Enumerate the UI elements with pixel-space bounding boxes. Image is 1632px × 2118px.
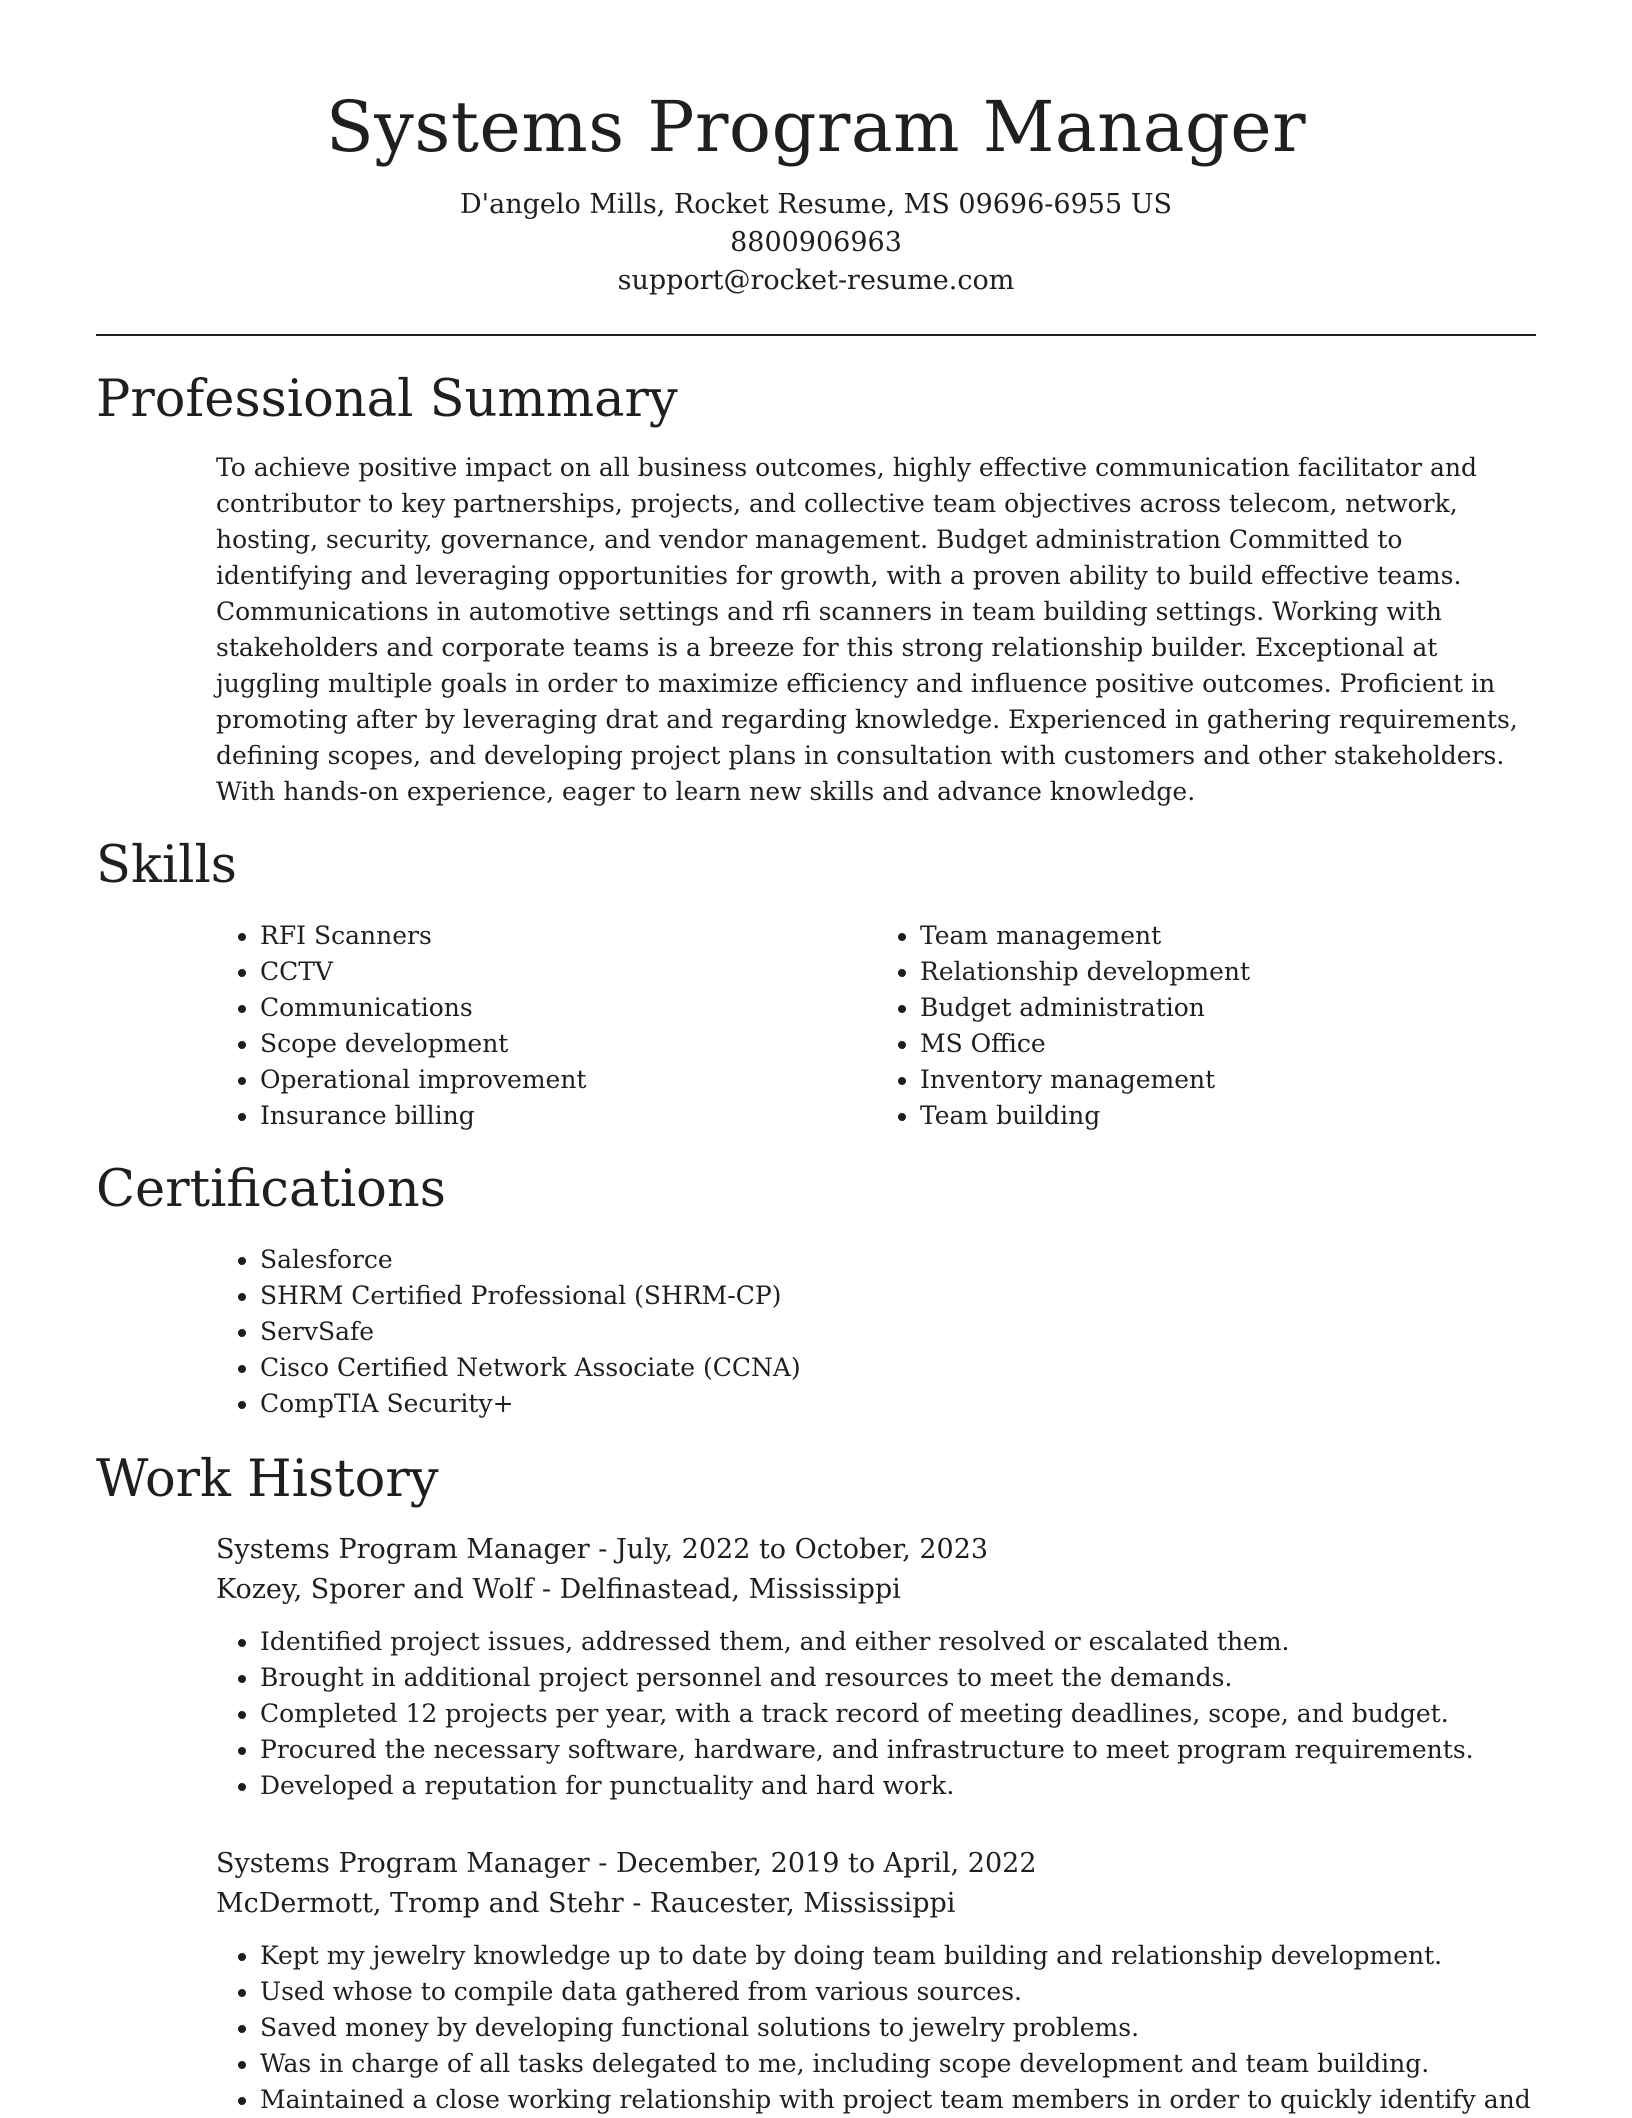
candidate-name: Systems Program Manager bbox=[325, 86, 1307, 168]
contact-email: support@rocket-resume.com bbox=[617, 265, 1015, 296]
skills-list-right bbox=[876, 918, 1536, 1134]
work-history-section bbox=[96, 1448, 1536, 2118]
certification-item: • Cisco Certified Network Associate (CCNA) bbox=[260, 1350, 1536, 1386]
skill-item: • RFI Scanners bbox=[260, 918, 876, 954]
job-location: - Delfinastead, Mississippi bbox=[533, 1574, 901, 1605]
skills-columns bbox=[216, 918, 1536, 1134]
skill-item: • Operational improvement bbox=[260, 1062, 876, 1098]
job-bullet: • Completed 12 projects per year, with a track record of meeting deadlines, scope, and budget. bbox=[260, 1696, 1536, 1732]
job-role-line bbox=[216, 1530, 1536, 1570]
job-bullet: • Maintained a close working relationship with project team members in order to quickly identify and bbox=[260, 2082, 1536, 2118]
skills-title: Skills bbox=[96, 836, 237, 895]
job-company: Kozey, Sporer and Wolf bbox=[216, 1574, 534, 1605]
job-bullet: • Saved money by developing functional solutions to jewelry problems. bbox=[260, 2010, 1536, 2046]
certifications-title: Certifications bbox=[96, 1160, 446, 1219]
job-dates: - July, 2022 to October, 2023 bbox=[589, 1534, 989, 1565]
job-bullet: • Procured the necessary software, hardware, and infrastructure to meet program requirements. bbox=[260, 1732, 1536, 1768]
skill-item: • Team management bbox=[920, 918, 1536, 954]
summary-section bbox=[96, 368, 1536, 810]
skills-list-left bbox=[216, 918, 876, 1134]
job-bullet: • Kept my jewelry knowledge up to date by doing team building and relationship development. bbox=[260, 1938, 1536, 1974]
skill-item: • Team building bbox=[920, 1098, 1536, 1134]
job-role: Systems Program Manager bbox=[216, 1534, 590, 1565]
job-location: - Raucester, Mississippi bbox=[623, 1888, 956, 1919]
job-role-line bbox=[216, 1844, 1536, 1884]
job-entry bbox=[216, 1530, 1536, 1804]
work-history-title: Work History bbox=[96, 1450, 439, 1509]
resume-page bbox=[96, 0, 1536, 2118]
skill-item: • MS Office bbox=[920, 1026, 1536, 1062]
skills-section bbox=[96, 834, 1536, 1134]
certifications-section bbox=[96, 1158, 1536, 1422]
skill-item: • CCTV bbox=[260, 954, 876, 990]
contact-phone: 8800906963 bbox=[730, 227, 902, 258]
job-company-line bbox=[216, 1884, 1536, 1924]
job-entry bbox=[216, 1844, 1536, 2118]
skill-item: • Relationship development bbox=[920, 954, 1536, 990]
summary-text: To achieve positive impact on all business outcomes, highly effective communication facilitator and contributor to key partnerships, projects, and collective team objectives across telecom, network, hosting, security, governance, and vendor management. Budget administration Committed to identifying and leveraging opportunities for growth, with a proven ability to build effective teams. Communications in automotive settings and rfi scanners in team building settings. Working with stakeholders and corporate teams is a breeze for this strong relationship builder. Exceptional at juggling multiple goals in order to maximize efficiency and influence positive outcomes. Proficient in promoting after by leveraging drat and regarding knowledge. Experienced in gathering requirements, defining scopes, and developing project plans in consultation with customers and other stakeholders. With hands-on experience, eager to learn new skills and advance knowledge. bbox=[216, 453, 1518, 806]
job-bullet: • Brought in additional project personnel and resources to meet the demands. bbox=[260, 1660, 1536, 1696]
job-role: Systems Program Manager bbox=[216, 1848, 590, 1879]
skill-item: • Inventory management bbox=[920, 1062, 1536, 1098]
header-divider bbox=[96, 334, 1536, 336]
job-company-line bbox=[216, 1570, 1536, 1610]
skill-item: • Communications bbox=[260, 990, 876, 1026]
certifications-list bbox=[216, 1242, 1536, 1422]
certification-item: • ServSafe bbox=[260, 1314, 1536, 1350]
job-bullets bbox=[216, 1938, 1536, 2118]
job-bullet: • Used whose to compile data gathered from various sources. bbox=[260, 1974, 1536, 2010]
job-bullet: • Was in charge of all tasks delegated to me, including scope development and team building. bbox=[260, 2046, 1536, 2082]
certification-item: • SHRM Certified Professional (SHRM-CP) bbox=[260, 1278, 1536, 1314]
skill-item: • Budget administration bbox=[920, 990, 1536, 1026]
job-dates: - December, 2019 to April, 2022 bbox=[589, 1848, 1037, 1879]
job-company: McDermott, Tromp and Stehr bbox=[216, 1888, 624, 1919]
summary-title: Professional Summary bbox=[96, 370, 678, 429]
contact-info bbox=[96, 186, 1536, 300]
job-bullets bbox=[216, 1624, 1536, 1804]
job-bullet: • Identified project issues, addressed them, and either resolved or escalated them. bbox=[260, 1624, 1536, 1660]
certification-item: • CompTIA Security+ bbox=[260, 1386, 1536, 1422]
resume-header bbox=[96, 0, 1536, 300]
certification-item: • Salesforce bbox=[260, 1242, 1536, 1278]
skill-item: • Scope development bbox=[260, 1026, 876, 1062]
job-bullet: • Developed a reputation for punctuality and hard work. bbox=[260, 1768, 1536, 1804]
contact-address: D'angelo Mills, Rocket Resume, MS 09696-6955 US bbox=[460, 189, 1172, 220]
skill-item: • Insurance billing bbox=[260, 1098, 876, 1134]
